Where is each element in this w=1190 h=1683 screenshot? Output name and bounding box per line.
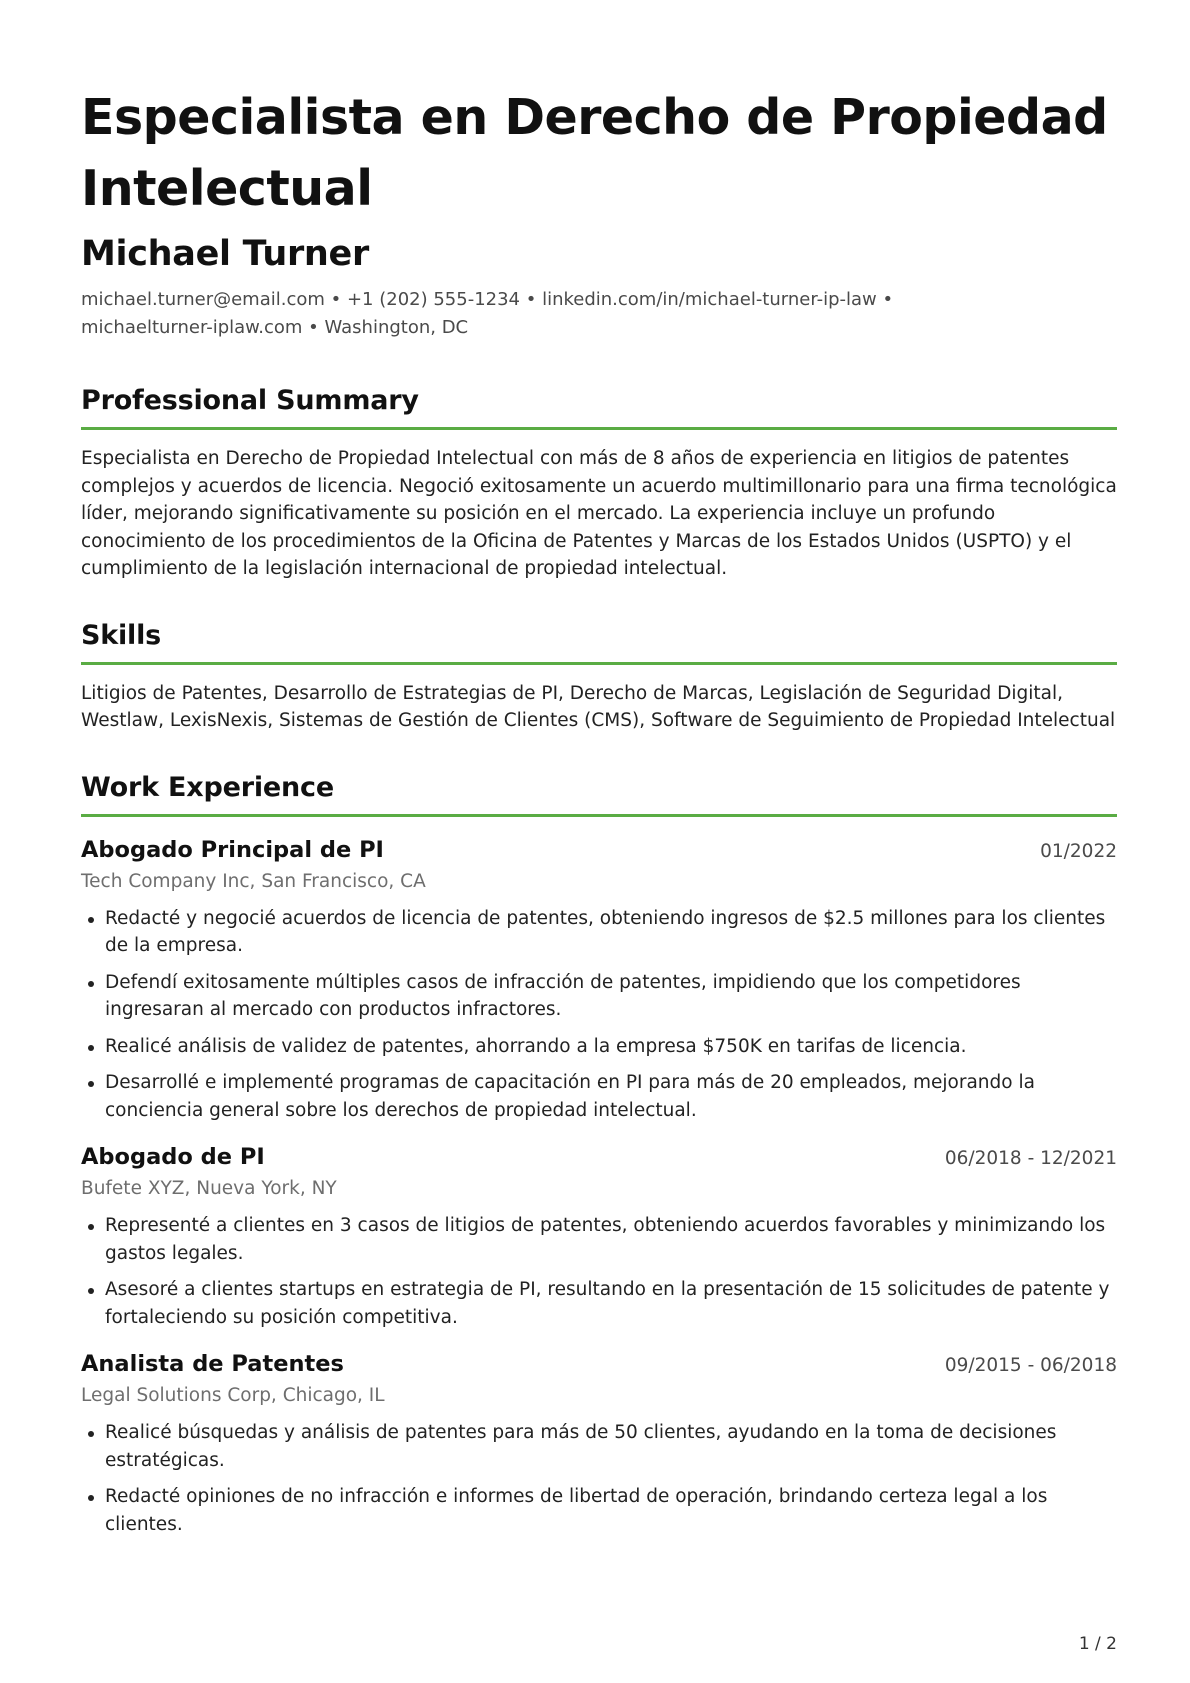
summary-heading: Professional Summary [81,385,419,416]
job-bullets [81,905,1117,1125]
job-entry [81,1142,1117,1331]
resume-title: Especialista en Derecho de Propiedad Intelectual [81,89,1108,217]
skills-heading: Skills [81,619,162,651]
job-bullet: Representé a clientes en 3 casos de litigios de patentes, obteniendo acuerdos favorables y minimizando los gastos legales. [81,1212,1117,1267]
job-bullet: Desarrollé e implementé programas de capacitación en PI para más de 20 empleados, mejorando la conciencia general sobre los derechos de propiedad intelectual. [81,1069,1117,1124]
job-bullet: Redacté y negocié acuerdos de licencia de patentes, obteniendo ingresos de $2.5 millones para los clientes de la empresa. [81,905,1117,960]
job-date: 01/2022 [1040,840,1117,862]
skills-section [81,619,1117,735]
job-bullets [81,1212,1117,1331]
job-company: Legal Solutions Corp, Chicago, IL [81,1385,385,1406]
section-divider [81,427,1117,430]
contact-info [81,286,1117,342]
candidate-name: Michael Turner [81,234,369,274]
summary-section [81,384,1117,583]
skills-text: Litigios de Patentes, Desarrollo de Estrategias de PI, Derecho de Marcas, Legislación de Seguridad Digital, Westlaw, LexisNexis, Sistemas de Gestión de Clientes (CMS), Software de Seguimiento de Propiedad Intelectual [81,682,1116,731]
page-number: 1 / 2 [1078,1634,1117,1654]
section-divider [81,662,1117,665]
resume-page [81,82,1117,1547]
summary-text: Especialista en Derecho de Propiedad Intelectual con más de 8 años de experiencia en litigios de patentes complejos y acuerdos de licencia. Negoció exitosamente un acuerdo multimillonario para una firma tecnológica líder, mejorando significativamente su posición en el mercado. La experiencia incluye un profundo conocimiento de los procedimientos de la Oficina de Patentes y Marcas de los Estados Unidos (USPTO) y el cumplimiento de la legislación internacional de propiedad intelectual. [81,448,1117,579]
job-title: Abogado de PI [81,1144,265,1170]
job-date: 09/2015 - 06/2018 [944,1355,1117,1376]
job-bullet: Realicé análisis de validez de patentes, ahorrando a la empresa $750K en tarifas de licencia. [81,1033,1117,1061]
contact-line-1: michael.turner@email.com • +1 (202) 555-1234 • linkedin.com/in/michael-turner-ip-law • [81,289,894,310]
contact-line-2: michaelturner-iplaw.com • Washington, DC [81,317,469,338]
job-title: Analista de Patentes [81,1351,344,1377]
experience-section [81,771,1117,1539]
job-bullet: Asesoré a clientes startups en estrategia de PI, resultando en la presentación de 15 solicitudes de patente y fortaleciendo su posición competitiva. [81,1276,1117,1331]
job-entry [81,1349,1117,1538]
job-company: Tech Company Inc, San Francisco, CA [81,870,426,892]
job-title: Abogado Principal de PI [81,836,384,863]
job-bullet: Defendí exitosamente múltiples casos de infracción de patentes, impidiendo que los competidores ingresaran al mercado con productos infractores. [81,969,1117,1024]
job-bullet: Redacté opiniones de no infracción e informes de libertad de operación, brindando certeza legal a los clientes. [81,1483,1117,1538]
job-date: 06/2018 - 12/2021 [944,1148,1117,1169]
experience-heading: Work Experience [81,771,334,803]
section-divider [81,814,1117,817]
job-entry [81,835,1117,1125]
job-company: Bufete XYZ, Nueva York, NY [81,1178,337,1199]
job-bullet: Realicé búsquedas y análisis de patentes para más de 50 clientes, ayudando en la toma de decisiones estratégicas. [81,1419,1117,1474]
job-bullets [81,1419,1117,1538]
